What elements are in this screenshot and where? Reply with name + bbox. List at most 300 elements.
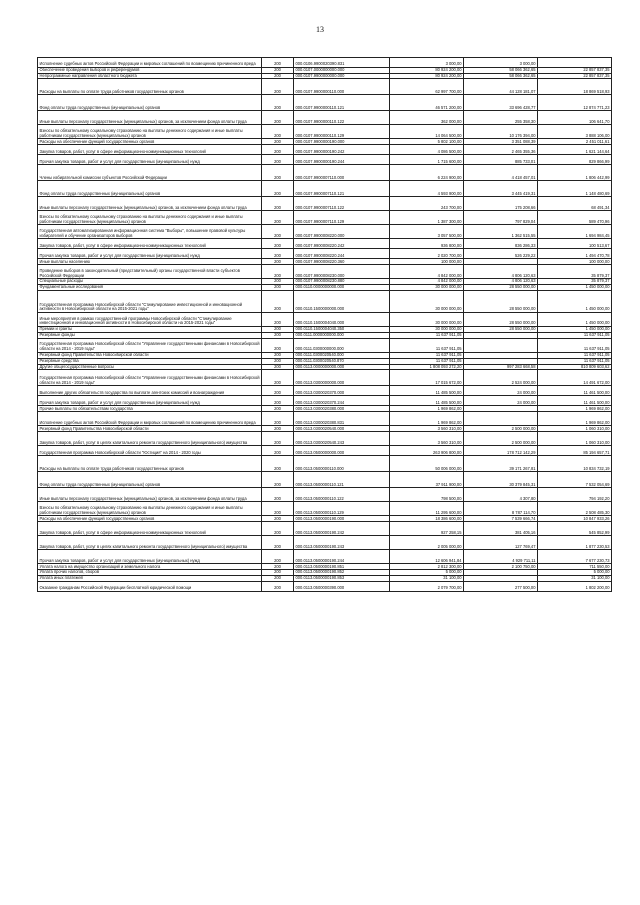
- row-remainder-cell: 1 802 200,00: [538, 581, 612, 591]
- row-remainder-cell: 1 969 862,00: [538, 406, 612, 412]
- table-row: [38, 338, 612, 352]
- table-row: [38, 68, 612, 74]
- row-remainder-cell: 11 637 911,05: [538, 358, 612, 364]
- table-row: [38, 165, 612, 181]
- row-name-cell: Расходы на выплаты по оплате труда работников государственных органов: [38, 79, 262, 95]
- row-classification-cell: 000.0107.0000000000.000: [294, 68, 390, 74]
- row-remainder-cell: 11 637 911,05: [538, 332, 612, 338]
- row-remainder-cell: 545 852,99: [538, 522, 612, 536]
- row-code-cell: 200: [262, 370, 294, 386]
- table-row: [38, 516, 612, 522]
- row-plan-cell: 2 020 700,00: [390, 249, 464, 259]
- row-remainder-cell: 68 491,34: [538, 197, 612, 211]
- row-plan-cell: 362 000,00: [390, 111, 464, 125]
- row-classification-cell: 000.0113.0300020370.244: [294, 396, 390, 406]
- row-plan-cell: 11 637 911,05: [390, 358, 464, 364]
- row-code-cell: 200: [262, 259, 294, 265]
- row-plan-cell: 1 969 862,00: [390, 406, 464, 412]
- row-name-cell: Прочая закупка товаров, работ и услуг для государственных (муниципальных) нужд: [38, 249, 262, 259]
- row-executed-cell: 4 307,80: [464, 488, 538, 502]
- row-plan-cell: 11 637 911,05: [390, 332, 464, 338]
- row-plan-cell: 1 715 600,00: [390, 155, 464, 165]
- row-remainder-cell: 829 866,99: [538, 155, 612, 165]
- row-plan-cell: 30 000 000,00: [390, 285, 464, 291]
- table-row: [38, 145, 612, 155]
- row-name-cell: Уплата иных платежей: [38, 575, 262, 581]
- table-row: [38, 111, 612, 125]
- row-classification-cell: 000.0111.0300020540.870: [294, 358, 390, 364]
- table-row: [38, 456, 612, 472]
- row-plan-cell: 3 560 310,00: [390, 426, 464, 432]
- page-number: 13: [316, 25, 324, 34]
- row-name-cell: Закупка товаров, работ, услуг в целях капитального ремонта государственного (муниципального) имущества: [38, 432, 262, 446]
- row-classification-cell: 000.0113.0300020540.000: [294, 426, 390, 432]
- row-classification-cell: 000.0113.0300020380.000: [294, 406, 390, 412]
- row-executed-cell: 797 829,04: [464, 211, 538, 225]
- table-row: [38, 197, 612, 211]
- row-plan-cell: 30 000 000,00: [390, 313, 464, 327]
- row-plan-cell: 2 005 000,00: [390, 536, 464, 550]
- row-plan-cell: 927 258,15: [390, 522, 464, 536]
- row-code-cell: 200: [262, 249, 294, 259]
- row-classification-cell: 000.0113.0500000190.243: [294, 536, 390, 550]
- row-plan-cell: 14 064 500,00: [390, 125, 464, 139]
- row-code-cell: 200: [262, 68, 294, 74]
- row-code-cell: 200: [262, 406, 294, 412]
- table-row: [38, 58, 612, 68]
- row-name-cell: Закупка товаров, работ, услуг в целях капитального ремонта государственного (муниципального) имущества: [38, 536, 262, 550]
- table-row: [38, 73, 612, 79]
- row-executed-cell: 8 787 114,70: [464, 502, 538, 516]
- row-code-cell: 200: [262, 313, 294, 327]
- row-name-cell: Иные мероприятия в рамках государственной программы Новосибирской области "Стимулирование инвестиционной и инновационной активности в Новосибирской области на 2015-2021 годы": [38, 313, 262, 327]
- row-classification-cell: 000.0113.0500000190.000: [294, 516, 390, 522]
- row-remainder-cell: 14 491 672,00: [538, 370, 612, 386]
- row-plan-cell: 4 842 000,00: [390, 279, 464, 285]
- row-name-cell: Прочая закупка товаров, работ и услуг для государственных (муниципальных) нужд: [38, 550, 262, 564]
- row-remainder-cell: 31 100,00: [538, 575, 612, 581]
- table-row: [38, 370, 612, 386]
- row-executed-cell: [464, 338, 538, 352]
- row-name-cell: Взносы по обязательному социальному страхованию на выплаты денежного содержания и иные выплаты работникам государственных (муниципальных) органов: [38, 211, 262, 225]
- row-plan-cell: 263 906 800,00: [390, 446, 464, 456]
- row-classification-cell: 000.0113.0500000110.122: [294, 488, 390, 502]
- row-executed-cell: 10 176 394,00: [464, 125, 538, 139]
- table-row: [38, 502, 612, 516]
- row-classification-cell: 000.0107.9900007110.129: [294, 211, 390, 225]
- row-remainder-cell: 85 194 657,71: [538, 446, 612, 456]
- row-executed-cell: 30 379 845,31: [464, 472, 538, 488]
- row-classification-cell: 000.0113.0300020380.831: [294, 412, 390, 426]
- row-remainder-cell: 2 451 011,61: [538, 139, 612, 145]
- row-name-cell: Фонд оплаты труда государственных (муниципальных) органов: [38, 181, 262, 197]
- row-classification-cell: 000.0107.9900000110.129: [294, 125, 390, 139]
- row-executed-cell: 255 358,30: [464, 111, 538, 125]
- row-plan-cell: 1 808 093 272,20: [390, 364, 464, 370]
- row-plan-cell: 1 387 300,00: [390, 211, 464, 225]
- row-remainder-cell: 10 834 732,19: [538, 456, 612, 472]
- table-row: [38, 581, 612, 591]
- row-code-cell: 200: [262, 488, 294, 502]
- row-classification-cell: 000.0107.9900007110.000: [294, 165, 390, 181]
- row-name-cell: Расходы на обеспечение функций государственных органов: [38, 139, 262, 145]
- row-classification-cell: 000.0107.9900008230.880: [294, 279, 390, 285]
- row-classification-cell: 000.0107.9900000000.000: [294, 73, 390, 79]
- row-code-cell: 200: [262, 386, 294, 396]
- row-executed-cell: 4 806 120,63: [464, 279, 538, 285]
- row-classification-cell: 000.0106.9900020390.831: [294, 58, 390, 68]
- row-executed-cell: 885 733,01: [464, 155, 538, 165]
- row-classification-cell: 000.0113.0500000190.852: [294, 570, 390, 576]
- table-row: [38, 155, 612, 165]
- row-code-cell: 200: [262, 575, 294, 581]
- table-row: [38, 265, 612, 279]
- row-code-cell: 200: [262, 239, 294, 249]
- row-name-cell: Обеспечение проведения выборов и референдумов: [38, 68, 262, 74]
- row-code-cell: 200: [262, 165, 294, 181]
- row-remainder-cell: 7 532 054,69: [538, 472, 612, 488]
- row-classification-cell: 000.0110.1500004040.000: [294, 313, 390, 327]
- row-code-cell: 200: [262, 358, 294, 364]
- row-classification-cell: 000.0113.0500000190.242: [294, 522, 390, 536]
- row-plan-cell: 80 924 200,00: [390, 73, 464, 79]
- row-plan-cell: 11 485 500,00: [390, 386, 464, 396]
- row-name-cell: Исполнение судебных актов Российской Федерации и мировых соглашений по возмещению причиненного вреда: [38, 58, 262, 68]
- row-classification-cell: 000.0107.9900000190.244: [294, 155, 390, 165]
- row-plan-cell: 30 000 000,00: [390, 291, 464, 313]
- row-classification-cell: 000.0113.0500000190.853: [294, 575, 390, 581]
- row-code-cell: 200: [262, 181, 294, 197]
- row-code-cell: 200: [262, 327, 294, 333]
- row-code-cell: 200: [262, 522, 294, 536]
- row-classification-cell: 000.0113.0500000110.121: [294, 472, 390, 488]
- table-row: [38, 181, 612, 197]
- row-executed-cell: 2 524 000,00: [464, 370, 538, 386]
- row-code-cell: 200: [262, 285, 294, 291]
- row-executed-cell: 4 806 120,63: [464, 265, 538, 279]
- row-plan-cell: 6 224 900,00: [390, 165, 464, 181]
- row-plan-cell: 11 485 500,00: [390, 396, 464, 406]
- row-plan-cell: 100 000,00: [390, 259, 464, 265]
- row-name-cell: Фонд оплаты труда государственных (муниципальных) органов: [38, 472, 262, 488]
- row-classification-cell: 000.0107.9900007110.122: [294, 197, 390, 211]
- row-name-cell: Прочая закупка товаров, работ и услуг для государственных (муниципальных) нужд: [38, 396, 262, 406]
- row-code-cell: 200: [262, 502, 294, 516]
- row-name-cell: Закупка товаров, работ, услуг в сфере информационно-коммуникационных технологий: [38, 145, 262, 155]
- table-row: [38, 522, 612, 536]
- row-code-cell: 200: [262, 516, 294, 522]
- row-executed-cell: 58 066 362,65: [464, 68, 538, 74]
- row-executed-cell: 178 712 142,29: [464, 446, 538, 456]
- row-code-cell: 200: [262, 79, 294, 95]
- table-row: [38, 472, 612, 488]
- row-code-cell: 200: [262, 139, 294, 145]
- row-executed-cell: 2 465 355,36: [464, 145, 538, 155]
- row-executed-cell: 4 418 457,01: [464, 165, 538, 181]
- row-classification-cell: 000.0111.0300000000.000: [294, 338, 390, 352]
- table-row: [38, 432, 612, 446]
- row-executed-cell: 526 229,22: [464, 249, 538, 259]
- row-executed-cell: 44 128 181,07: [464, 79, 538, 95]
- row-code-cell: 200: [262, 265, 294, 279]
- row-classification-cell: 000.0113.0300000000.000: [294, 370, 390, 386]
- row-remainder-cell: 7 677 230,73: [538, 550, 612, 564]
- row-executed-cell: 836 286,33: [464, 239, 538, 249]
- row-plan-cell: 11 637 911,05: [390, 338, 464, 352]
- row-executed-cell: 3 351 088,39: [464, 139, 538, 145]
- row-executed-cell: 39 171 267,81: [464, 456, 538, 472]
- row-name-cell: Оказание гражданам Российской Федерации бесплатной юридической помощи: [38, 581, 262, 591]
- row-name-cell: Иные выплаты персоналу государственных (муниципальных) органов, за исключением фонда оплаты труда: [38, 488, 262, 502]
- row-classification-cell: 000.0107.9900008220.000: [294, 225, 390, 239]
- row-remainder-cell: 100 513,67: [538, 239, 612, 249]
- row-name-cell: Иные выплаты персоналу государственных (муниципальных) органов, за исключением фонда оплаты труда: [38, 111, 262, 125]
- row-classification-cell: 000.0113.0000000000.000: [294, 364, 390, 370]
- row-remainder-cell: 1 969 862,00: [538, 412, 612, 426]
- table-row: [38, 536, 612, 550]
- row-executed-cell: 175 208,66: [464, 197, 538, 211]
- row-remainder-cell: 12 874 771,23: [538, 95, 612, 111]
- row-remainder-cell: 35 879,37: [538, 265, 612, 279]
- row-plan-cell: 3 560 310,00: [390, 432, 464, 446]
- table-row: [38, 412, 612, 426]
- row-executed-cell: 24 000,00: [464, 386, 538, 396]
- row-remainder-cell: 5 000,00: [538, 570, 612, 576]
- row-name-cell: Другие общегосударственные вопросы: [38, 364, 262, 370]
- row-classification-cell: 000.0107.9900000110.121: [294, 95, 390, 111]
- row-code-cell: 200: [262, 472, 294, 488]
- row-name-cell: Государственная программа Новосибирской области "Стимулирование инвестиционной и инновационной активности в Новосибирской области на 2015-2021 годы": [38, 291, 262, 313]
- row-plan-cell: 80 924 200,00: [390, 68, 464, 74]
- row-code-cell: 200: [262, 225, 294, 239]
- row-plan-cell: 798 500,00: [390, 488, 464, 502]
- row-executed-cell: 58 066 362,65: [464, 73, 538, 79]
- row-classification-cell: 000.0113.0300020370.000: [294, 386, 390, 396]
- table-row: [38, 313, 612, 327]
- row-executed-cell: 2 500 000,00: [464, 432, 538, 446]
- row-name-cell: Государственная автоматизированная информационная система "Выборы", повышение правовой культуры избирателей и обучение организаторов выборов: [38, 225, 262, 239]
- row-plan-cell: 4 086 500,00: [390, 145, 464, 155]
- row-name-cell: Исполнение судебных актов Российской Федерации и мировых соглашений по возмещению причиненного вреда: [38, 412, 262, 426]
- row-name-cell: Закупка товаров, работ, услуг в сфере информационно-коммуникационных технологий: [38, 239, 262, 249]
- row-executed-cell: 277 500,00: [464, 581, 538, 591]
- row-plan-cell: 5 802 100,00: [390, 139, 464, 145]
- row-remainder-cell: 100 000,00: [538, 259, 612, 265]
- row-classification-cell: 000.0107.9900000190.000: [294, 139, 390, 145]
- row-code-cell: 200: [262, 412, 294, 426]
- row-name-cell: Члены избирательной комиссии субъектов Российской Федерации: [38, 165, 262, 181]
- row-name-cell: Резервный фонд Правительства Новосибирской области: [38, 426, 262, 432]
- row-executed-cell: 1 362 515,55: [464, 225, 538, 239]
- row-name-cell: Государственная программа Новосибирской области "Управление государственными финансами в Новосибирской области на 2014 - 2019 годы": [38, 338, 262, 352]
- row-code-cell: 200: [262, 396, 294, 406]
- row-code-cell: 200: [262, 570, 294, 576]
- row-name-cell: Иные выплаты персоналу государственных (муниципальных) органов, за исключением фонда оплаты труда: [38, 197, 262, 211]
- row-name-cell: Уплата прочих налогов, сборов: [38, 570, 262, 576]
- row-remainder-cell: [538, 58, 612, 68]
- row-plan-cell: 18 386 600,00: [390, 516, 464, 522]
- row-remainder-cell: 22 857 837,35: [538, 73, 612, 79]
- table-body: [38, 58, 612, 592]
- row-remainder-cell: 11 637 911,05: [538, 352, 612, 358]
- row-classification-cell: 000.0107.9900008220.360: [294, 259, 390, 265]
- row-name-cell: Иные выплаты населению: [38, 259, 262, 265]
- row-classification-cell: 000.0107.9900000190.242: [294, 145, 390, 155]
- row-remainder-cell: 1 060 310,00: [538, 426, 612, 432]
- table-row: [38, 239, 612, 249]
- row-plan-cell: 31 100,00: [390, 575, 464, 581]
- row-name-cell: Резервный фонд Правительства Новосибирской области: [38, 352, 262, 358]
- row-plan-cell: 11 637 911,05: [390, 352, 464, 358]
- table-row: [38, 396, 612, 406]
- row-name-cell: Фундаментальные исследования: [38, 285, 262, 291]
- table-row: [38, 211, 612, 225]
- row-remainder-cell: 1 694 984,45: [538, 225, 612, 239]
- row-remainder-cell: 3 888 106,00: [538, 125, 612, 139]
- row-name-cell: Уплата налога на имущество организаций и земельного налога: [38, 564, 262, 570]
- row-code-cell: 200: [262, 456, 294, 472]
- row-executed-cell: 997 283 668,58: [464, 364, 538, 370]
- row-remainder-cell: 22 857 837,35: [538, 68, 612, 74]
- row-classification-cell: 000.0111.0300020540.000: [294, 352, 390, 358]
- row-executed-cell: 33 696 428,77: [464, 95, 538, 111]
- table-row: [38, 79, 612, 95]
- row-name-cell: Взносы по обязательному социальному страхованию на выплаты денежного содержания и иные выплаты работникам государственных (муниципальных) органов: [38, 125, 262, 139]
- row-name-cell: Взносы по обязательному социальному страхованию на выплаты денежного содержания и иные выплаты работникам государственных (муниципальных) органов: [38, 502, 262, 516]
- row-name-cell: Специальные расходы: [38, 279, 262, 285]
- row-remainder-cell: 1 450 000,00: [538, 291, 612, 313]
- row-classification-cell: 000.0113.0500000110.000: [294, 456, 390, 472]
- row-code-cell: 200: [262, 155, 294, 165]
- row-executed-cell: 7 539 666,74: [464, 516, 538, 522]
- row-name-cell: Выполнение других обязательств государства по выплате агентских комиссий и вознаграждения: [38, 386, 262, 396]
- row-remainder-cell: 1 450 000,00: [538, 313, 612, 327]
- row-name-cell: Резервные фонды: [38, 332, 262, 338]
- table-row: [38, 426, 612, 432]
- table-row: [38, 446, 612, 456]
- row-plan-cell: 17 015 672,00: [390, 370, 464, 386]
- row-plan-cell: 2 079 700,00: [390, 581, 464, 591]
- row-remainder-cell: 1 877 230,53: [538, 536, 612, 550]
- table-row: [38, 225, 612, 239]
- row-code-cell: 200: [262, 364, 294, 370]
- row-executed-cell: 3 000,00: [464, 58, 538, 68]
- row-plan-cell: 12 606 941,84: [390, 550, 464, 564]
- row-classification-cell: 000.0113.0500000000.000: [294, 446, 390, 456]
- row-classification-cell: 000.0113.0500000190.244: [294, 550, 390, 564]
- row-executed-cell: 28 550 000,00: [464, 291, 538, 313]
- row-remainder-cell: 1 450 000,00: [538, 285, 612, 291]
- row-remainder-cell: 11 637 911,05: [538, 338, 612, 352]
- row-code-cell: 200: [262, 536, 294, 550]
- row-name-cell: Премии и гранты: [38, 327, 262, 333]
- table-row: [38, 488, 612, 502]
- table-row: [38, 95, 612, 111]
- row-classification-cell: 000.0113.0500000110.129: [294, 502, 390, 516]
- row-name-cell: Закупка товаров, работ, услуг в сфере информационно-коммуникационных технологий: [38, 522, 262, 536]
- row-code-cell: 200: [262, 145, 294, 155]
- row-plan-cell: 30 000 000,00: [390, 327, 464, 333]
- row-remainder-cell: 10 847 933,26: [538, 516, 612, 522]
- row-classification-cell: 000.0107.9900008230.000: [294, 265, 390, 279]
- row-remainder-cell: 1 806 442,99: [538, 165, 612, 181]
- row-name-cell: Государственная программа Новосибирской области "Юстиция" на 2014 - 2020 годы: [38, 446, 262, 456]
- table-row: [38, 386, 612, 396]
- row-remainder-cell: 810 809 603,62: [538, 364, 612, 370]
- row-code-cell: 200: [262, 73, 294, 79]
- row-plan-cell: 5 000,00: [390, 570, 464, 576]
- row-executed-cell: 24 000,00: [464, 396, 538, 406]
- row-plan-cell: 2 812 300,00: [390, 564, 464, 570]
- row-code-cell: 200: [262, 564, 294, 570]
- row-remainder-cell: 2 508 485,30: [538, 502, 612, 516]
- row-plan-cell: 62 997 700,00: [390, 79, 464, 95]
- row-remainder-cell: 18 869 518,93: [538, 79, 612, 95]
- row-code-cell: 200: [262, 95, 294, 111]
- table-row: [38, 139, 612, 145]
- row-name-cell: Резервные средства: [38, 358, 262, 364]
- row-remainder-cell: 589 470,96: [538, 211, 612, 225]
- row-classification-cell: 000.0113.0500000390.000: [294, 581, 390, 591]
- row-name-cell: Фонд оплаты труда государственных (муниципальных) органов: [38, 95, 262, 111]
- row-classification-cell: 000.0107.9900000110.000: [294, 79, 390, 95]
- row-remainder-cell: 106 641,70: [538, 111, 612, 125]
- row-remainder-cell: 11 461 500,00: [538, 396, 612, 406]
- row-remainder-cell: 35 879,37: [538, 279, 612, 285]
- row-remainder-cell: 1 494 470,78: [538, 249, 612, 259]
- row-code-cell: 200: [262, 279, 294, 285]
- row-plan-cell: 4 842 000,00: [390, 265, 464, 279]
- row-classification-cell: 000.0113.0500000190.851: [294, 564, 390, 570]
- row-classification-cell: 000.0107.9900007110.121: [294, 181, 390, 197]
- row-name-cell: Государственная программа Новосибирской области "Управление государственными финансами в Новосибирской области на 2014 - 2019 годы": [38, 370, 262, 386]
- row-executed-cell: 2 500 000,00: [464, 426, 538, 432]
- row-code-cell: 200: [262, 211, 294, 225]
- row-classification-cell: 000.0110.0000000000.000: [294, 285, 390, 291]
- row-executed-cell: 127 769,47: [464, 536, 538, 550]
- row-classification-cell: 000.0110.1500004040.350: [294, 327, 390, 333]
- row-code-cell: 200: [262, 432, 294, 446]
- row-remainder-cell: 11 461 500,00: [538, 386, 612, 396]
- row-plan-cell: 46 571 200,00: [390, 95, 464, 111]
- row-executed-cell: [464, 412, 538, 426]
- row-plan-cell: 50 006 000,00: [390, 456, 464, 472]
- row-executed-cell: 381 405,16: [464, 522, 538, 536]
- row-plan-cell: 4 593 900,00: [390, 181, 464, 197]
- row-executed-cell: 28 550 000,00: [464, 313, 538, 327]
- row-plan-cell: 1 969 862,00: [390, 412, 464, 426]
- row-remainder-cell: 794 192,20: [538, 488, 612, 502]
- row-classification-cell: 000.0107.9900008220.242: [294, 239, 390, 249]
- row-name-cell: Расходы на обеспечение функций государственных органов: [38, 516, 262, 522]
- row-plan-cell: 37 911 900,00: [390, 472, 464, 488]
- table-row: [38, 249, 612, 259]
- row-executed-cell: 28 550 000,00: [464, 285, 538, 291]
- row-code-cell: 200: [262, 111, 294, 125]
- row-name-cell: Непрограммные направления областного бюджета: [38, 73, 262, 79]
- row-classification-cell: 000.0107.9900000110.122: [294, 111, 390, 125]
- table-row: [38, 550, 612, 564]
- row-code-cell: 200: [262, 352, 294, 358]
- table-row: [38, 564, 612, 570]
- row-code-cell: 200: [262, 338, 294, 352]
- row-remainder-cell: 1 450 000,00: [538, 327, 612, 333]
- row-classification-cell: 000.0110.1500000000.000: [294, 291, 390, 313]
- row-name-cell: Расходы на выплаты по оплате труда работников государственных органов: [38, 456, 262, 472]
- row-plan-cell: 3 057 500,00: [390, 225, 464, 239]
- row-classification-cell: 000.0107.9900008220.244: [294, 249, 390, 259]
- row-classification-cell: 000.0111.0000000000.000: [294, 332, 390, 338]
